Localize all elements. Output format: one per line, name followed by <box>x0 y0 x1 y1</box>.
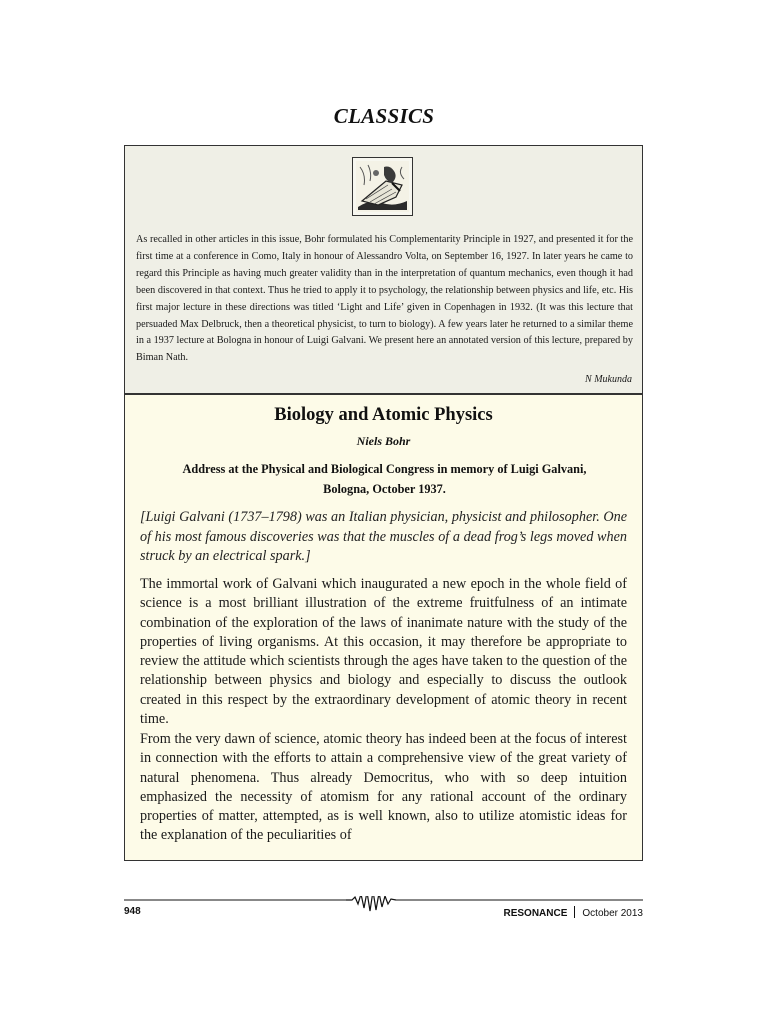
section-title: CLASSICS <box>333 104 435 128</box>
intro-box <box>124 145 643 394</box>
article-title: Biology and Atomic Physics <box>274 405 493 425</box>
hand-writing-emblem-icon <box>352 157 413 216</box>
page-number: 948 <box>124 906 141 917</box>
issue-date: October 2013 <box>582 908 643 919</box>
article-paragraph-1: The immortal work of Galvani which inaugurated a new epoch in the whole field of science is a most brilliant illustration of the extreme fruitfulness of an intimate combination of the exploration of the laws of inanimate nature with the study of the properties of living organisms. At this occasion, it may therefore be appropriate to review the attitude which scientists through the ages have taken to the question of the relationship between physics and biology and especially to discuss the outlook created in this respect by the extraordinary development of atomic theory in recent time. <box>140 576 627 728</box>
address-line-2: Bologna, October 1937. <box>323 482 446 496</box>
article-address <box>145 459 624 499</box>
article-paragraph-2: From the very dawn of science, atomic theory has indeed been at the focus of interest in connection with the efforts to attain a comprehensive view of the great variety of natural phenomena. Thus already Democritus, who with so deep intuition emphasized the necessity of atomism for any rational account of the ordinary properties of matter, attempted, as is well known, also to utilize atomistic ideas for the explanation of the peculiarities of <box>140 731 627 844</box>
journal-separator <box>574 906 575 918</box>
journal-name: RESONANCE <box>503 908 568 919</box>
article-author: Niels Bohr <box>356 434 411 448</box>
editor-note: [Luigi Galvani (1737–1798) was an Italian physician, physicist and philosopher. One of his most famous discoveries was that the muscles of a dead frog’s legs moved when struck by an electrical spark.] <box>140 509 627 564</box>
intro-paragraph: As recalled in other articles in this issue, Bohr formulated his Complementarity Principle in 1927, and presented it for the first time at a conference in Como, Italy in honour of Alessandro Volta, on September 16, 1927. In later years he came to regard this Principle as having much greater validity than in the interpretation of quantum mechanics, even though it had been discovered in that context. Thus he tried to apply it to psychology, the relationship between physics and life, etc. His first major lecture in these directions was titled ‘Light and Life’ given in Copenhagen in 1932. (It was this lecture that persuaded Max Delbruck, then a theoretical physicist, to turn to biology). A few years later he returned to a similar theme in a 1937 lecture at Bologna in honour of Luigi Galvani. We present here an annotated version of this lecture, prepared by Biman Nath. <box>136 234 633 364</box>
journal-info <box>503 906 643 919</box>
emblem-drawing <box>356 161 409 212</box>
intro-signature: N Mukunda <box>585 374 632 385</box>
address-line-1: Address at the Physical and Biological Congress in memory of Luigi Galvani, <box>182 462 587 476</box>
article-box <box>124 394 643 861</box>
